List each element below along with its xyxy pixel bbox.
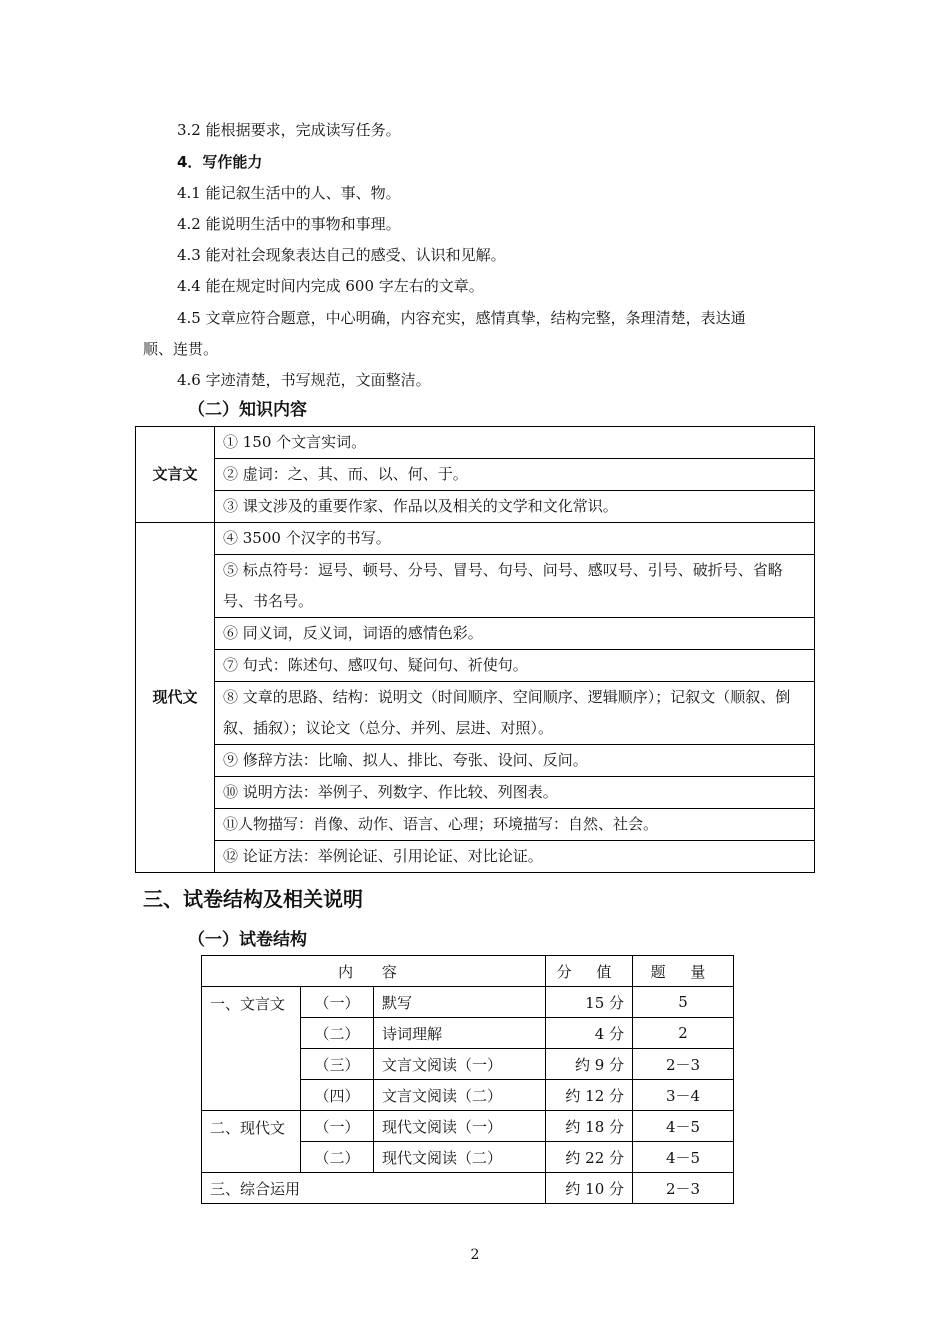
header-content: 内 容 [202, 956, 546, 987]
table-row [136, 682, 815, 745]
knowledge-item: ⑨ 修辞方法：比喻、拟人、排比、夸张、设问、反问。 [215, 745, 815, 777]
score-cell: 约 22 分 [546, 1142, 633, 1173]
score-cell: 4 分 [546, 1018, 633, 1049]
table-row [136, 459, 815, 491]
para-4-5-line1: 4.5 文章应符合题意，中心明确，内容充实，感情真挚，结构完整，条理清楚，表达通 [177, 309, 746, 327]
knowledge-item: ③ 课文涉及的重要作家、作品以及相关的文学和文化常识。 [215, 491, 815, 523]
knowledge-item: ⑧ 文章的思路、结构：说明文（时间顺序、空间顺序、逻辑顺序）；记叙文（顺叙、倒叙、插叙）；议论文（总分、并列、层进、对照）。 [215, 682, 815, 745]
table-row [136, 650, 815, 682]
knowledge-table [135, 426, 815, 873]
table-row [136, 555, 815, 618]
table-row [136, 491, 815, 523]
count-cell: 3－4 [633, 1080, 734, 1111]
knowledge-item: ⑫ 论证方法：举例论证、引用论证、对比论证。 [215, 841, 815, 873]
table-row [136, 618, 815, 650]
heading-writing-ability: 4．写作能力 [177, 153, 263, 171]
table-row [136, 809, 815, 841]
para-3-2: 3.2 能根据要求，完成读写任务。 [177, 121, 401, 139]
para-4-1: 4.1 能记叙生活中的人、事、物。 [177, 184, 401, 202]
name-cell: 文言文阅读（二） [374, 1080, 546, 1111]
knowledge-item: ⑤ 标点符号：逗号、顿号、分号、冒号、句号、问号、感叹号、引号、破折号、省略号、书名号。 [215, 555, 815, 618]
table-row [136, 523, 815, 555]
section-three-heading: 三、试卷结构及相关说明 [143, 887, 363, 911]
count-cell: 2 [633, 1018, 734, 1049]
sub-cell: （一） [301, 987, 374, 1018]
score-cell: 约 18 分 [546, 1111, 633, 1142]
score-cell: 15 分 [546, 987, 633, 1018]
category-modern: 现代文 [136, 523, 215, 873]
name-cell: 文言文阅读（一） [374, 1049, 546, 1080]
page-number: 2 [470, 1247, 480, 1263]
table-row [136, 777, 815, 809]
sub-cell: （三） [301, 1049, 374, 1080]
table-header-row [202, 956, 734, 987]
para-4-6: 4.6 字迹清楚，书写规范，文面整洁。 [177, 371, 431, 389]
sub-cell: （四） [301, 1080, 374, 1111]
knowledge-item: ④ 3500 个汉字的书写。 [215, 523, 815, 555]
score-cell: 约 12 分 [546, 1080, 633, 1111]
para-4-2: 4.2 能说明生活中的事物和事理。 [177, 215, 401, 233]
header-score: 分 值 [546, 956, 633, 987]
header-count: 题 量 [633, 956, 734, 987]
section-cell: 二、现代文 [202, 1111, 301, 1173]
knowledge-item: ② 虚词：之、其、而、以、何、于。 [215, 459, 815, 491]
table-row [202, 1173, 734, 1204]
knowledge-item: ⑦ 句式：陈述句、感叹句、疑问句、祈使句。 [215, 650, 815, 682]
section-cell: 三、综合运用 [202, 1173, 546, 1204]
para-4-3: 4.3 能对社会现象表达自己的感受、认识和见解。 [177, 246, 506, 264]
knowledge-item: ① 150 个文言实词。 [215, 427, 815, 459]
count-cell: 2－3 [633, 1173, 734, 1204]
category-classical: 文言文 [136, 427, 215, 523]
sub-cell: （二） [301, 1018, 374, 1049]
name-cell: 默写 [374, 987, 546, 1018]
table-row [136, 427, 815, 459]
knowledge-item: ⑪人物描写：肖像、动作、语言、心理；环境描写：自然、社会。 [215, 809, 815, 841]
para-4-4: 4.4 能在规定时间内完成 600 字左右的文章。 [177, 277, 484, 295]
table-row [136, 745, 815, 777]
table-row [202, 1111, 734, 1142]
sub-cell: （一） [301, 1111, 374, 1142]
count-cell: 2－3 [633, 1049, 734, 1080]
name-cell: 现代文阅读（一） [374, 1111, 546, 1142]
name-cell: 现代文阅读（二） [374, 1142, 546, 1173]
sub-cell: （二） [301, 1142, 374, 1173]
count-cell: 4－5 [633, 1111, 734, 1142]
para-4-5-line2: 顺、连贯。 [143, 340, 219, 358]
knowledge-item: ⑩ 说明方法：举例子、列数字、作比较、列图表。 [215, 777, 815, 809]
name-cell: 诗词理解 [374, 1018, 546, 1049]
exam-structure-table [201, 955, 734, 1204]
score-cell: 约 9 分 [546, 1049, 633, 1080]
knowledge-heading: （二）知识内容 [188, 400, 307, 420]
section-cell: 一、文言文 [202, 987, 301, 1111]
count-cell: 4－5 [633, 1142, 734, 1173]
count-cell: 5 [633, 987, 734, 1018]
table-row [136, 841, 815, 873]
score-cell: 约 10 分 [546, 1173, 633, 1204]
knowledge-item: ⑥ 同义词，反义词，词语的感情色彩。 [215, 618, 815, 650]
table-row [202, 987, 734, 1018]
exam-structure-heading: （一）试卷结构 [188, 930, 307, 950]
